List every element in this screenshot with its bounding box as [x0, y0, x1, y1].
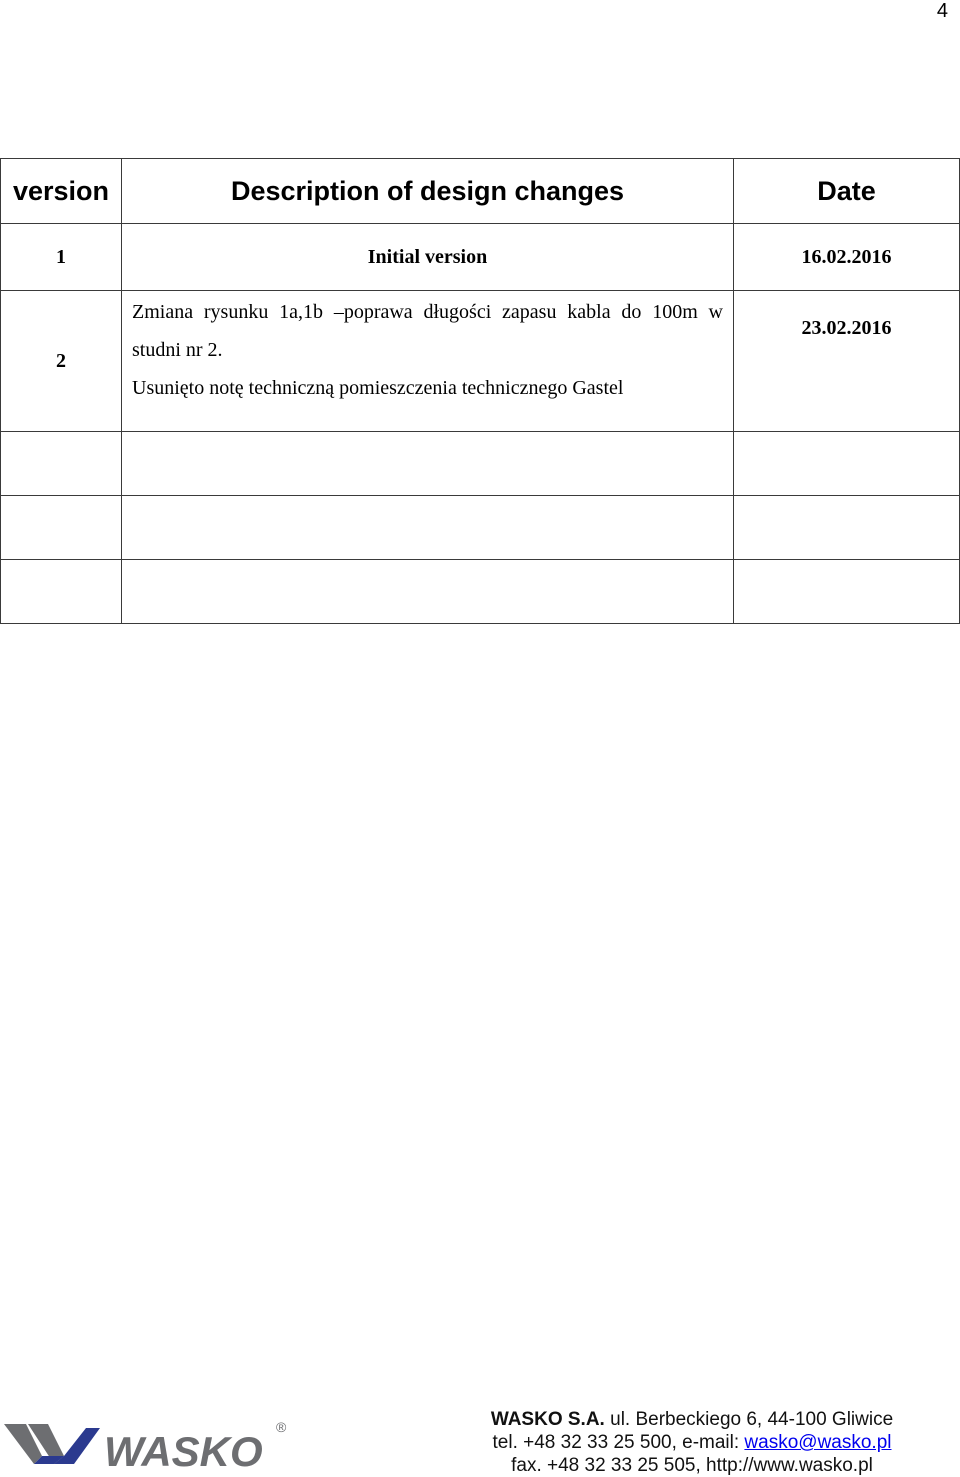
footer-tel-line: [472, 1431, 912, 1454]
registered-mark: ®: [276, 1419, 287, 1435]
logo-mark-blue: [54, 1428, 100, 1464]
description-line: Usunięto notę techniczną pomieszczenia technicznego Gastel: [132, 377, 624, 399]
table-row: [1, 291, 960, 432]
table-row-empty: [1, 496, 960, 560]
header-version: version: [1, 159, 122, 224]
logo-wordmark: WASKO: [104, 1428, 263, 1472]
header-date: Date: [734, 159, 960, 224]
footer-address-line: [472, 1408, 912, 1431]
row-date: 16.02.2016: [734, 224, 960, 291]
row-version: 2: [1, 291, 122, 432]
tel-text: tel. +48 32 33 25 500, e-mail:: [492, 1432, 745, 1453]
table-row-empty: [1, 432, 960, 496]
row-description: Initial version: [122, 224, 734, 291]
footer-fax-line: fax. +48 32 33 25 505, http://www.wasko.pl: [511, 1455, 873, 1476]
header-description: Description of design changes: [122, 159, 734, 224]
page-number: 4: [936, 0, 948, 22]
table-row-empty: [1, 560, 960, 624]
table-header-row: [1, 159, 960, 224]
description-line: Zmiana rysunku 1a,1b –poprawa długości zapasu kabla do 100m w studni nr 2.: [132, 301, 723, 361]
footer-contact: [472, 1408, 912, 1477]
table-row: [1, 224, 960, 291]
company-name: WASKO S.A.: [490, 1409, 605, 1430]
email-link[interactable]: wasko@wasko.pl: [744, 1432, 892, 1453]
wasko-logo: [4, 1416, 294, 1472]
revision-table: [0, 158, 960, 624]
row-description: [122, 291, 734, 432]
row-version: 1: [1, 224, 122, 291]
row-date: 23.02.2016: [734, 291, 960, 432]
company-address: ul. Berbeckiego 6, 44-100 Gliwice: [604, 1409, 894, 1430]
